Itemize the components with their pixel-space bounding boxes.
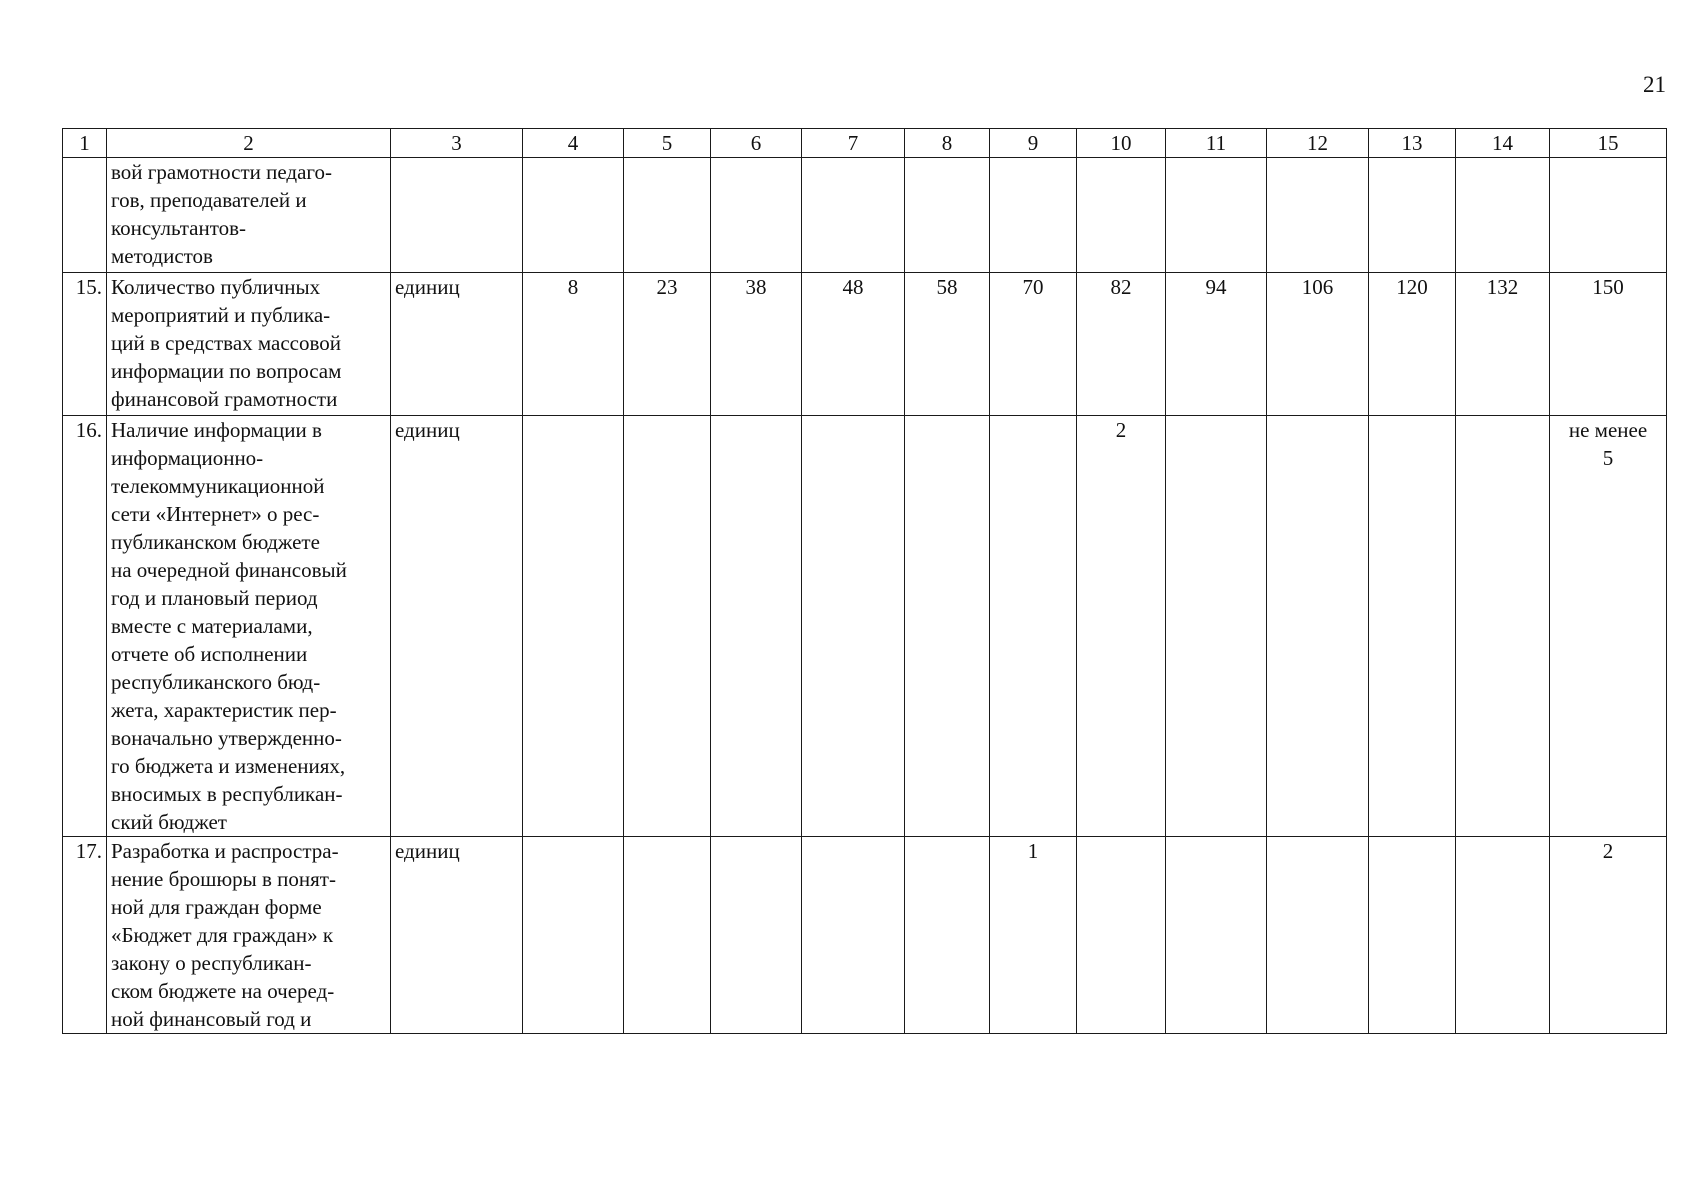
indicator-name-line: ций в средствах массовой xyxy=(111,331,342,355)
header-cell: 10 xyxy=(1077,129,1166,158)
indicator-name xyxy=(107,837,391,1034)
header-cell: 7 xyxy=(802,129,905,158)
header-cell: 15 xyxy=(1550,129,1667,158)
indicator-name-line: закону о республикан- xyxy=(111,951,312,975)
value-cell xyxy=(1550,416,1667,837)
value-cell xyxy=(905,837,990,1034)
unit-cell: единиц xyxy=(391,416,523,837)
value-cell: 70 xyxy=(990,273,1077,416)
header-cell: 12 xyxy=(1267,129,1369,158)
header-cell: 4 xyxy=(523,129,624,158)
indicator-name-line: информационно- xyxy=(111,446,264,470)
row-number: 17. xyxy=(63,837,107,1034)
indicator-name-line: отчете об исполнении xyxy=(111,642,308,666)
value-cell: 48 xyxy=(802,273,905,416)
value-cell: 58 xyxy=(905,273,990,416)
header-cell: 11 xyxy=(1166,129,1267,158)
value-cell xyxy=(523,837,624,1034)
header-cell: 14 xyxy=(1456,129,1550,158)
value-cell xyxy=(1166,158,1267,273)
value-cell xyxy=(624,837,711,1034)
indicator-name-line: жета, характеристик пер- xyxy=(111,698,337,722)
value-cell: 2 xyxy=(1550,837,1667,1034)
indicator-name-line: «Бюджет для граждан» к xyxy=(111,923,334,947)
value-cell xyxy=(990,416,1077,837)
value-cell xyxy=(711,158,802,273)
indicator-name-line: Количество публичных xyxy=(111,275,321,299)
value-cell: 132 xyxy=(1456,273,1550,416)
value-cell: 23 xyxy=(624,273,711,416)
indicator-name-line: вой грамотности педаго- xyxy=(111,160,333,184)
value-cell xyxy=(1369,416,1456,837)
header-cell: 5 xyxy=(624,129,711,158)
row-number xyxy=(63,158,107,273)
value-cell xyxy=(1456,158,1550,273)
indicator-name-line: публиканском бюджете xyxy=(111,530,320,554)
indicator-name-line: Разработка и распростра- xyxy=(111,839,339,863)
indicator-name-line: гов, преподавателей и xyxy=(111,188,307,212)
page-number: 21 xyxy=(1643,72,1666,97)
indicator-name xyxy=(107,416,391,837)
value-cell xyxy=(624,158,711,273)
header-row xyxy=(63,129,1667,158)
row-number: 15. xyxy=(63,273,107,416)
table-row xyxy=(63,273,1667,416)
indicator-name-line: нение брошюры в понят- xyxy=(111,867,336,891)
value-cell xyxy=(523,416,624,837)
indicator-name-line: вносимых в республикан- xyxy=(111,782,343,806)
indicator-name-line: телекоммуникационной xyxy=(111,474,325,498)
header-cell: 6 xyxy=(711,129,802,158)
value-cell: 38 xyxy=(711,273,802,416)
row-number: 16. xyxy=(63,416,107,837)
value-cell: 8 xyxy=(523,273,624,416)
indicator-name-line: вместе с материалами, xyxy=(111,614,313,638)
value-line: 5 xyxy=(1602,446,1614,470)
value-cell xyxy=(1077,837,1166,1034)
unit-cell xyxy=(391,158,523,273)
indicator-name-line: ной для граждан форме xyxy=(111,895,322,919)
value-cell xyxy=(1369,837,1456,1034)
value-cell: 150 xyxy=(1550,273,1667,416)
header-cell: 1 xyxy=(63,129,107,158)
table-row xyxy=(63,158,1667,273)
indicator-name-line: ском бюджете на очеред- xyxy=(111,979,335,1003)
value-cell xyxy=(1267,416,1369,837)
indicator-name-line: воначально утвержденно- xyxy=(111,726,342,750)
indicator-name-line: информации по вопросам xyxy=(111,359,342,383)
value-cell xyxy=(802,416,905,837)
value-cell: 1 xyxy=(990,837,1077,1034)
value-cell xyxy=(711,837,802,1034)
value-cell: 2 xyxy=(1077,416,1166,837)
table-row xyxy=(63,837,1667,1034)
table-row xyxy=(63,416,1667,837)
indicator-name-line: ский бюджет xyxy=(111,810,227,834)
indicator-name-line: го бюджета и изменениях, xyxy=(111,754,346,778)
value-cell: 106 xyxy=(1267,273,1369,416)
value-cell xyxy=(1077,158,1166,273)
indicator-name-line: на очередной финансовый xyxy=(111,558,347,582)
value-cell xyxy=(1456,837,1550,1034)
indicator-name-line: методистов xyxy=(111,244,213,268)
indicator-name-line: финансовой грамотности xyxy=(111,387,338,411)
value-cell xyxy=(1456,416,1550,837)
value-cell xyxy=(905,416,990,837)
value-line: не менее xyxy=(1568,418,1648,442)
unit-cell: единиц xyxy=(391,837,523,1034)
header-cell: 2 xyxy=(107,129,391,158)
value-cell: 94 xyxy=(1166,273,1267,416)
indicator-name-line: год и плановый период xyxy=(111,586,318,610)
indicator-name-line: Наличие информации в xyxy=(111,418,322,442)
indicator-name-line: ной финансовый год и xyxy=(111,1007,312,1031)
value-cell xyxy=(711,416,802,837)
indicator-name xyxy=(107,273,391,416)
value-cell xyxy=(1166,837,1267,1034)
value-cell xyxy=(1267,837,1369,1034)
header-cell: 13 xyxy=(1369,129,1456,158)
value-cell xyxy=(1267,158,1369,273)
indicators-table xyxy=(62,128,1667,1034)
value-cell xyxy=(1550,158,1667,273)
indicator-name xyxy=(107,158,391,273)
indicator-name-line: сети «Интернет» о рес- xyxy=(111,502,320,526)
value-cell: 120 xyxy=(1369,273,1456,416)
unit-cell: единиц xyxy=(391,273,523,416)
header-cell: 9 xyxy=(990,129,1077,158)
header-cell: 3 xyxy=(391,129,523,158)
value-cell xyxy=(1369,158,1456,273)
value-cell xyxy=(523,158,624,273)
value-cell: 82 xyxy=(1077,273,1166,416)
indicator-name-line: мероприятий и публика- xyxy=(111,303,331,327)
value-cell xyxy=(990,158,1077,273)
value-cell xyxy=(802,837,905,1034)
value-cell xyxy=(1166,416,1267,837)
indicator-name-line: республиканского бюд- xyxy=(111,670,321,694)
value-cell xyxy=(802,158,905,273)
indicator-name-line: консультантов- xyxy=(111,216,247,240)
value-cell xyxy=(624,416,711,837)
header-cell: 8 xyxy=(905,129,990,158)
value-cell xyxy=(905,158,990,273)
